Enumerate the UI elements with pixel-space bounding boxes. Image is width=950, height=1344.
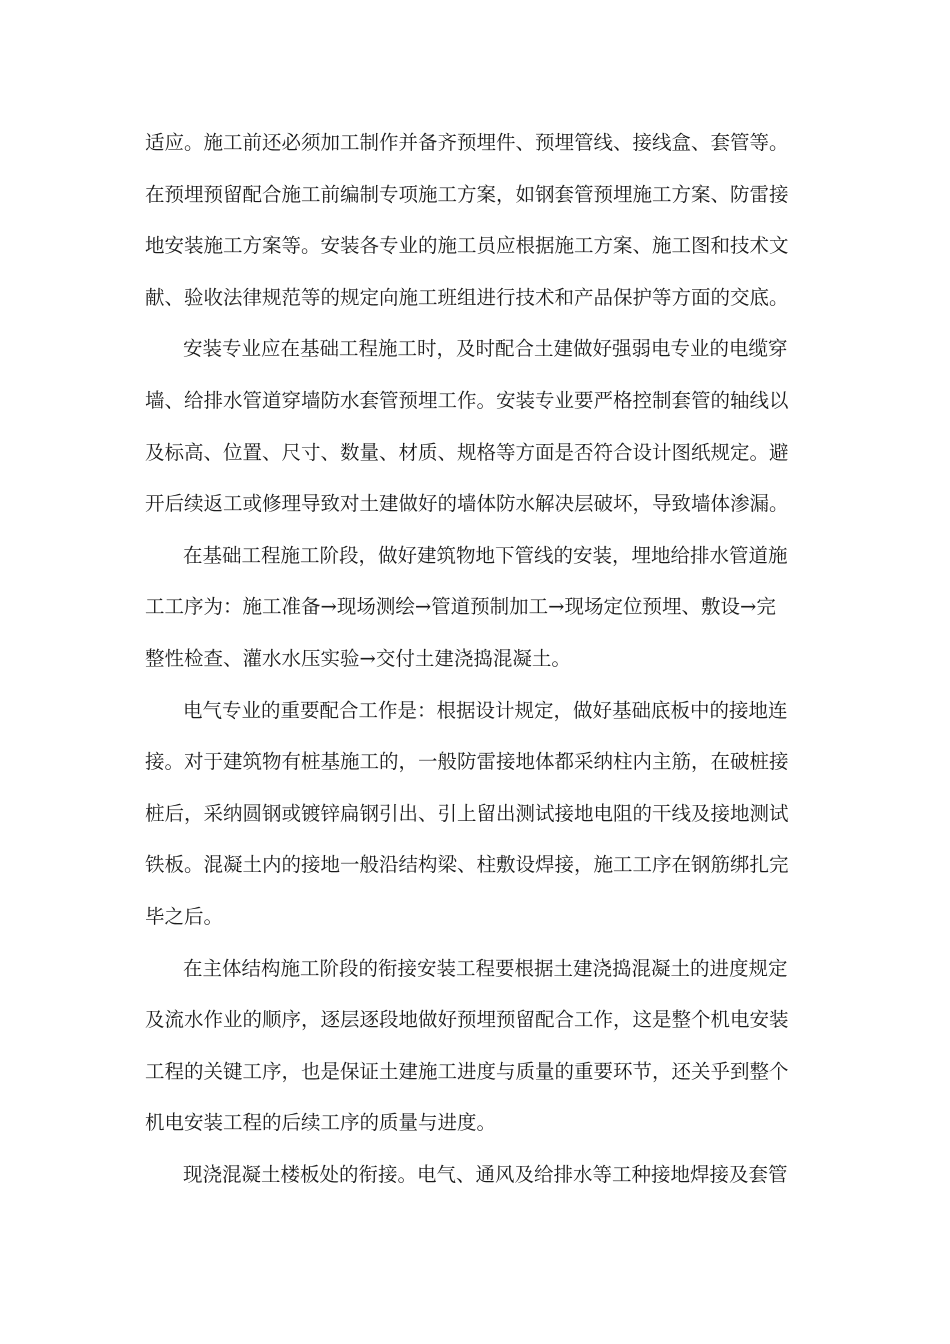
body-text	[145, 117, 810, 1200]
paragraph	[145, 685, 810, 943]
paragraph	[145, 943, 810, 1149]
paragraph	[145, 117, 810, 323]
paragraph	[145, 530, 810, 685]
text-line: 桩后，采纳圆钢或镀锌扁钢引出、引上留出测试接地电阻的干线及接地测试	[145, 801, 789, 825]
text-line: 工工序为：施工准备→现场测绘→管道预制加工→现场定位预埋、敷设→完	[145, 595, 776, 619]
text-line: 适应。施工前还必须加工制作并备齐预埋件、预埋管线、接线盒、套管等。	[145, 131, 789, 154]
text-line: 电气专业的重要配合工作是：根据设计规定，做好基础底板中的接地连	[183, 698, 788, 722]
text-line: 开后续返工或修理导致对土建做好的墙体防水解决层破坏，导致墙体渗漏。	[145, 492, 789, 516]
text-line: 工程的关键工序，也是保证土建施工进度与质量的重要环节，还关乎到整个	[145, 1059, 789, 1083]
text-line: 地安装施工方案等。安装各专业的施工员应根据施工方案、施工图和技术文	[145, 234, 789, 258]
text-line: 在基础工程施工阶段，做好建筑物地下管线的安装，埋地给排水管道施	[183, 543, 788, 567]
text-line: 献、验收法律规范等的规定向施工班组进行技术和产品保护等方面的交底。	[145, 285, 789, 309]
text-line: 机电安装工程的后续工序的质量与进度。	[145, 1111, 497, 1135]
text-line: 毕之后。	[145, 904, 224, 928]
text-line: 铁板。混凝土内的接地一般沿结构梁、柱敷设焊接，施工工序在钢筋绑扎完	[145, 853, 789, 877]
text-line: 及标高、位置、尺寸、数量、材质、规格等方面是否符合设计图纸规定。避	[145, 440, 789, 464]
text-line: 在预埋预留配合施工前编制专项施工方案，如钢套管预埋施工方案、防雷接	[145, 182, 789, 206]
text-line: 接。对于建筑物有桩基施工的，一般防雷接地体都采纳柱内主筋，在破桩接	[145, 750, 789, 774]
text-line: 现浇混凝土楼板处的衔接。电气、通风及给排水等工种接地焊接及套管	[183, 1162, 788, 1186]
paragraph	[145, 323, 810, 529]
text-line: 在主体结构施工阶段的衔接安装工程要根据土建浇捣混凝土的进度规定	[183, 956, 788, 980]
text-line: 整性检查、灌水水压实验→交付土建浇捣混凝土。	[145, 646, 571, 670]
text-line: 安装专业应在基础工程施工时，及时配合土建做好强弱电专业的电缆穿	[183, 337, 788, 361]
text-line: 墙、给排水管道穿墙防水套管预埋工作。安装专业要严格控制套管的轴线以	[145, 388, 789, 412]
paragraph	[145, 1149, 810, 1201]
text-line: 及流水作业的顺序，逐层逐段地做好预埋预留配合工作，这是整个机电安装	[145, 1008, 789, 1032]
